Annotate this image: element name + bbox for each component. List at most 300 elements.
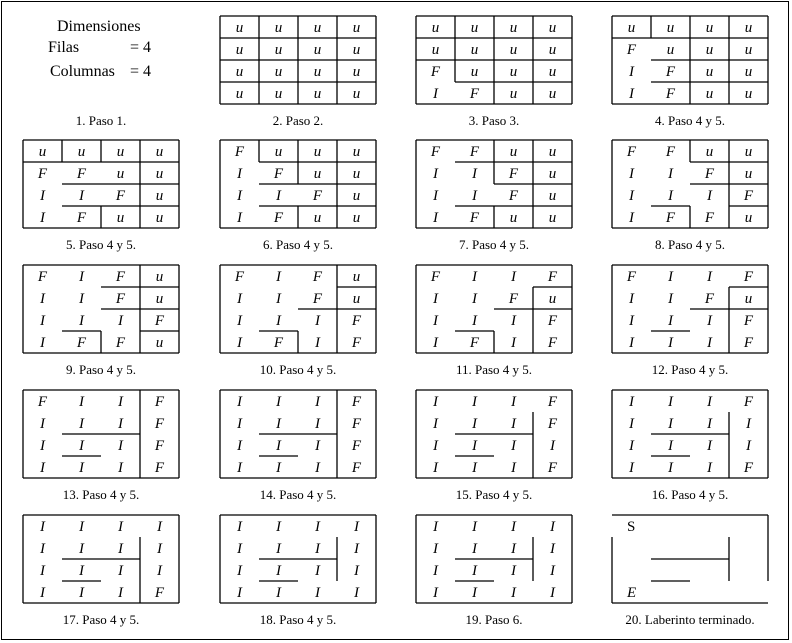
maze-cell-label: u (470, 42, 479, 58)
maze-cell-label: I (276, 394, 281, 410)
maze-cell-label: I (668, 188, 673, 204)
maze-cell-label: F (76, 210, 87, 226)
maze-grid-17 (22, 514, 180, 604)
maze-cell-label: F (704, 166, 715, 182)
maze-cell-label: I (237, 291, 242, 307)
maze-grid-18 (219, 514, 377, 604)
maze-grid-11 (415, 264, 573, 354)
maze-cell-label: u (274, 20, 283, 36)
maze-cell-label: I (629, 210, 634, 226)
step-caption: 15. Paso 4 y 5. (455, 487, 533, 502)
maze-cell-label: I (118, 313, 123, 329)
maze-cell-label: I (276, 269, 281, 285)
maze-cell-label: u (352, 166, 361, 182)
maze-cell-label: u (509, 20, 518, 36)
maze-cell-label: u (509, 42, 518, 58)
maze-cell-label: F (743, 188, 754, 204)
maze-cell-label: F (234, 144, 245, 160)
maze-cell-label: I (237, 166, 242, 182)
maze-cell-label: u (744, 210, 753, 226)
maze-grid-14 (219, 389, 377, 479)
step-caption: 2. Paso 2. (272, 113, 324, 128)
maze-cell-label: F (508, 166, 519, 182)
maze-cell-label: F (351, 416, 362, 432)
maze-cell-label: I (433, 291, 438, 307)
maze-cell-label: u (116, 144, 125, 160)
maze-cell-label: u (470, 20, 479, 36)
maze-cell-label: u (744, 144, 753, 160)
maze-cell-label: F (704, 210, 715, 226)
maze-cell-label: I (433, 416, 438, 432)
maze-cell-label: I (668, 416, 673, 432)
maze-cell-label: u (352, 210, 361, 226)
maze-grid-16 (611, 389, 769, 479)
maze-cell-label: F (273, 166, 284, 182)
maze-cell-label: I (118, 438, 123, 454)
cols-label: Columnas (50, 63, 115, 80)
maze-cell-label: I (433, 335, 438, 351)
maze-cell-label: F (430, 64, 441, 80)
maze-cell-label: u (313, 144, 322, 160)
maze-cell-label: u (548, 86, 557, 102)
maze-cell-label: I (433, 166, 438, 182)
start-label: S (627, 519, 636, 535)
maze-cell-label: u (666, 42, 675, 58)
maze-cell-label: I (472, 166, 477, 182)
maze-cell-label: F (469, 210, 480, 226)
maze-cell-label: I (315, 313, 320, 329)
maze-cell-label: F (37, 394, 48, 410)
maze-cell-label: I (79, 394, 84, 410)
maze-cell-label: I (237, 563, 242, 579)
maze-cell-label: I (276, 291, 281, 307)
maze-cell-label: I (472, 460, 477, 476)
maze-cell-label: u (155, 335, 164, 351)
maze-cell-label: I (707, 416, 712, 432)
maze-cell-label: F (665, 210, 676, 226)
cols-value: = 4 (130, 63, 152, 80)
maze-cell-label: I (511, 519, 516, 535)
maze-cell-label: u (705, 64, 714, 80)
maze-cell-label: I (668, 460, 673, 476)
maze-cell-label: F (115, 188, 126, 204)
maze-cell-label: I (40, 438, 45, 454)
step-caption: 7. Paso 4 y 5. (458, 237, 530, 252)
maze-cell-label: I (433, 519, 438, 535)
maze-cell-label: F (547, 460, 558, 476)
step-caption: 1. Paso 1. (75, 113, 127, 128)
maze-cell-label: F (626, 269, 637, 285)
maze-grid-8 (611, 139, 769, 229)
maze-cell-label: u (352, 144, 361, 160)
maze-cell-label: I (276, 438, 281, 454)
step-caption: 13. Paso 4 y 5. (62, 487, 140, 502)
maze-cell-label: F (351, 313, 362, 329)
maze-cell-label: I (315, 394, 320, 410)
maze-cell-label: u (352, 291, 361, 307)
maze-cell-label: u (548, 188, 557, 204)
maze-cell-label: I (118, 519, 123, 535)
maze-cell-label: I (433, 438, 438, 454)
step-caption: 5. Paso 4 y 5. (65, 237, 137, 252)
maze-cell-label: u (274, 64, 283, 80)
maze-cell-label: F (273, 335, 284, 351)
maze-cell-label: I (276, 563, 281, 579)
maze-cell-label: F (430, 144, 441, 160)
maze-cell-label: I (433, 188, 438, 204)
maze-cell-label: I (472, 291, 477, 307)
maze-cell-label: F (154, 416, 165, 432)
maze-cell-label: I (629, 291, 634, 307)
maze-cell-label: I (79, 291, 84, 307)
maze-cell-label: F (626, 42, 637, 58)
maze-cell-label: I (276, 416, 281, 432)
maze-cell-label: F (115, 335, 126, 351)
maze-cell-label: F (154, 460, 165, 476)
maze-cell-label: I (118, 416, 123, 432)
maze-cell-label: F (430, 269, 441, 285)
maze-cell-label: I (511, 313, 516, 329)
maze-cell-label: I (511, 394, 516, 410)
maze-cell-label: F (743, 394, 754, 410)
maze-cell-label: u (313, 20, 322, 36)
maze-cell-label: I (79, 269, 84, 285)
maze-cell-label: I (315, 416, 320, 432)
maze-cell-label: I (79, 585, 84, 601)
maze-cell-label: I (511, 269, 516, 285)
maze-cell-label: u (744, 291, 753, 307)
maze-cell-label: I (433, 86, 438, 102)
maze-cell-label: u (235, 64, 244, 80)
maze-cell-label: I (629, 438, 634, 454)
maze-cell-label: u (352, 86, 361, 102)
maze-cell-label: I (668, 313, 673, 329)
maze-cell-label: I (472, 188, 477, 204)
maze-cell-label: I (629, 416, 634, 432)
maze-cell-label: I (354, 519, 359, 535)
maze-cell-label: F (154, 438, 165, 454)
maze-cell-label: u (509, 210, 518, 226)
maze-cell-label: I (668, 291, 673, 307)
maze-grid-12 (611, 264, 769, 354)
maze-cell-label: I (472, 438, 477, 454)
maze-cell-label: I (157, 563, 162, 579)
maze-cell-label: F (115, 269, 126, 285)
maze-cell-label: I (79, 313, 84, 329)
maze-cell-label: F (351, 438, 362, 454)
maze-cell-label: F (154, 394, 165, 410)
maze-cell-label: F (469, 335, 480, 351)
maze-cell-label: I (433, 394, 438, 410)
maze-cell-label: I (237, 188, 242, 204)
maze-cell-label: I (668, 438, 673, 454)
maze-cell-label: u (744, 64, 753, 80)
maze-cell-label: I (40, 210, 45, 226)
maze-cell-label: F (743, 313, 754, 329)
maze-cell-label: u (352, 269, 361, 285)
maze-cell-label: I (511, 335, 516, 351)
maze-cell-label: I (707, 335, 712, 351)
maze-cell-label: u (313, 64, 322, 80)
maze-cell-label: I (550, 563, 555, 579)
maze-cell-label: F (743, 335, 754, 351)
maze-cell-label: I (746, 438, 751, 454)
maze-grid-6 (219, 139, 377, 229)
maze-cell-label: I (433, 541, 438, 557)
maze-cell-label: u (431, 42, 440, 58)
maze-cell-label: I (40, 563, 45, 579)
maze-cell-label: I (276, 188, 281, 204)
maze-cell-label: F (37, 269, 48, 285)
maze-cell-label: I (276, 585, 281, 601)
maze-grid-20 (611, 514, 769, 604)
step-caption: 6. Paso 4 y 5. (262, 237, 334, 252)
maze-cell-label: I (237, 585, 242, 601)
maze-cell-label: u (744, 20, 753, 36)
maze-cell-label: I (315, 335, 320, 351)
maze-cell-label: I (354, 541, 359, 557)
maze-grid-5 (22, 139, 180, 229)
maze-cell-label: I (315, 460, 320, 476)
maze-cell-label: I (79, 541, 84, 557)
maze-cell-label: I (511, 438, 516, 454)
maze-cell-label: u (274, 42, 283, 58)
maze-cell-label: I (237, 313, 242, 329)
maze-cell-label: F (743, 269, 754, 285)
maze-grid-4 (611, 15, 769, 105)
maze-cell-label: u (155, 144, 164, 160)
maze-cell-label: F (37, 166, 48, 182)
maze-cell-label: F (115, 291, 126, 307)
step-caption: 14. Paso 4 y 5. (259, 487, 337, 502)
maze-cell-label: I (433, 313, 438, 329)
maze-cell-label: I (511, 563, 516, 579)
maze-cell-label: u (352, 64, 361, 80)
maze-cell-label: F (312, 269, 323, 285)
maze-cell-label: I (707, 460, 712, 476)
maze-cell-label: I (118, 460, 123, 476)
maze-cell-label: I (629, 86, 634, 102)
maze-cell-label: F (626, 144, 637, 160)
maze-cell-label: u (352, 188, 361, 204)
rows-label: Filas (48, 39, 80, 56)
maze-cell-label: I (707, 188, 712, 204)
maze-cell-label: I (79, 519, 84, 535)
maze-cell-label: I (276, 313, 281, 329)
maze-cell-label: I (433, 563, 438, 579)
maze-cell-label: I (472, 394, 477, 410)
maze-cell-label: I (118, 394, 123, 410)
maze-cell-label: F (154, 585, 165, 601)
maze-cell-label: u (274, 86, 283, 102)
maze-grid-7 (415, 139, 573, 229)
maze-cell-label: I (433, 210, 438, 226)
step-caption: 19. Paso 6. (465, 612, 523, 627)
maze-grid-9 (22, 264, 180, 354)
maze-cell-label: I (472, 269, 477, 285)
maze-cell-label: u (744, 86, 753, 102)
maze-cell-label: I (40, 416, 45, 432)
maze-cell-label: I (40, 541, 45, 557)
maze-cell-label: u (313, 166, 322, 182)
maze-cell-label: I (79, 416, 84, 432)
maze-cell-label: I (629, 335, 634, 351)
maze-cell-label: I (40, 188, 45, 204)
maze-cell-label: I (668, 166, 673, 182)
maze-cell-label: u (627, 20, 636, 36)
maze-cell-label: u (548, 291, 557, 307)
maze-cell-label: u (116, 166, 125, 182)
maze-cell-label: I (315, 585, 320, 601)
maze-cell-label: I (511, 585, 516, 601)
maze-cell-label: I (472, 416, 477, 432)
maze-cell-label: u (431, 20, 440, 36)
maze-cell-label: u (548, 210, 557, 226)
maze-cell-label: I (118, 585, 123, 601)
maze-cell-label: I (79, 188, 84, 204)
maze-cell-label: I (550, 438, 555, 454)
maze-cell-label: F (469, 86, 480, 102)
maze-cell-label: F (312, 188, 323, 204)
maze-cell-label: I (511, 460, 516, 476)
maze-cell-label: I (550, 585, 555, 601)
maze-cell-label: I (40, 291, 45, 307)
maze-cell-label: u (705, 20, 714, 36)
maze-cell-label: I (629, 188, 634, 204)
maze-cell-label: I (276, 541, 281, 557)
maze-cell-label: u (705, 144, 714, 160)
maze-cell-label: I (550, 541, 555, 557)
maze-cell-label: I (433, 460, 438, 476)
maze-cell-label: I (315, 438, 320, 454)
maze-cell-label: I (472, 585, 477, 601)
maze-cell-label: I (433, 585, 438, 601)
maze-cell-label: I (276, 460, 281, 476)
step-caption: 8. Paso 4 y 5. (654, 237, 726, 252)
maze-cell-label: F (547, 313, 558, 329)
end-label: E (627, 585, 637, 601)
maze-cell-label: I (511, 541, 516, 557)
maze-cell-label: I (118, 541, 123, 557)
maze-grid-10 (219, 264, 377, 354)
maze-cell-label: I (668, 269, 673, 285)
maze-cell-label: F (508, 291, 519, 307)
maze-cell-label: I (472, 519, 477, 535)
step-caption: 9. Paso 4 y 5. (65, 362, 137, 377)
maze-cell-label: I (472, 541, 477, 557)
step-caption: 16. Paso 4 y 5. (651, 487, 729, 502)
maze-cell-label: I (707, 313, 712, 329)
maze-cell-label: I (237, 541, 242, 557)
maze-cell-label: F (547, 269, 558, 285)
maze-cell-label: u (116, 210, 125, 226)
maze-cell-label: I (629, 166, 634, 182)
maze-cell-label: I (511, 416, 516, 432)
maze-cell-label: F (154, 313, 165, 329)
maze-cell-label: I (237, 519, 242, 535)
maze-cell-label: I (157, 519, 162, 535)
maze-cell-label: I (668, 394, 673, 410)
maze-cell-label: F (547, 416, 558, 432)
maze-cell-label: F (351, 460, 362, 476)
maze-cell-label: u (548, 20, 557, 36)
maze-cell-label: u (155, 188, 164, 204)
maze-cell-label: I (354, 563, 359, 579)
maze-cell-label: I (354, 585, 359, 601)
maze-cell-label: u (470, 64, 479, 80)
maze-cell-label: I (629, 460, 634, 476)
maze-cell-label: u (352, 42, 361, 58)
maze-cell-label: I (40, 519, 45, 535)
maze-cell-label: I (79, 438, 84, 454)
maze-cell-label: F (351, 335, 362, 351)
maze-cell-label: F (547, 335, 558, 351)
maze-cell-label: I (472, 563, 477, 579)
maze-cell-label: u (666, 20, 675, 36)
maze-cell-label: F (469, 144, 480, 160)
maze-cell-label: u (235, 86, 244, 102)
maze-cell-label: I (237, 394, 242, 410)
maze-cell-label: I (237, 335, 242, 351)
maze-cell-label: I (668, 335, 673, 351)
maze-cell-label: I (79, 563, 84, 579)
maze-cell-label: I (118, 563, 123, 579)
maze-cell-label: I (237, 438, 242, 454)
maze-cell-label: u (705, 86, 714, 102)
maze-cell-label: I (40, 460, 45, 476)
maze-cell-label: I (40, 313, 45, 329)
maze-cell-label: I (629, 313, 634, 329)
maze-cell-label: u (509, 86, 518, 102)
maze-cell-label: I (315, 563, 320, 579)
step-caption: 17. Paso 4 y 5. (62, 612, 140, 627)
maze-cell-label: I (707, 394, 712, 410)
maze-cell-label: u (235, 42, 244, 58)
maze-cell-label: I (746, 416, 751, 432)
maze-cell-label: u (548, 64, 557, 80)
maze-cell-label: u (548, 144, 557, 160)
maze-cell-label: I (707, 438, 712, 454)
step-caption: 10. Paso 4 y 5. (259, 362, 337, 377)
maze-cell-label: I (40, 585, 45, 601)
step-caption: 20. Laberinto terminado. (625, 612, 755, 627)
maze-cell-label: u (548, 42, 557, 58)
maze-cell-label: I (276, 519, 281, 535)
maze-cell-label: u (548, 166, 557, 182)
maze-cell-label: I (79, 460, 84, 476)
maze-cell-label: I (237, 416, 242, 432)
step-caption: 11. Paso 4 y 5. (455, 362, 533, 377)
maze-cell-label: F (547, 394, 558, 410)
step-caption: 12. Paso 4 y 5. (651, 362, 729, 377)
maze-cell-label: F (665, 144, 676, 160)
maze-cell-label: I (315, 519, 320, 535)
maze-cell-label: F (273, 210, 284, 226)
maze-grid-15 (415, 389, 573, 479)
maze-grid-19 (415, 514, 573, 604)
maze-cell-label: u (38, 144, 47, 160)
maze-cell-label: u (313, 210, 322, 226)
step-caption: 3. Paso 3. (468, 113, 520, 128)
maze-cell-label: u (313, 42, 322, 58)
maze-cell-label: I (707, 269, 712, 285)
maze-cell-label: I (237, 210, 242, 226)
maze-cell-label: u (744, 42, 753, 58)
maze-cell-label: I (315, 541, 320, 557)
maze-cell-label: I (550, 519, 555, 535)
maze-cell-label: F (76, 166, 87, 182)
maze-cell-label: u (155, 269, 164, 285)
